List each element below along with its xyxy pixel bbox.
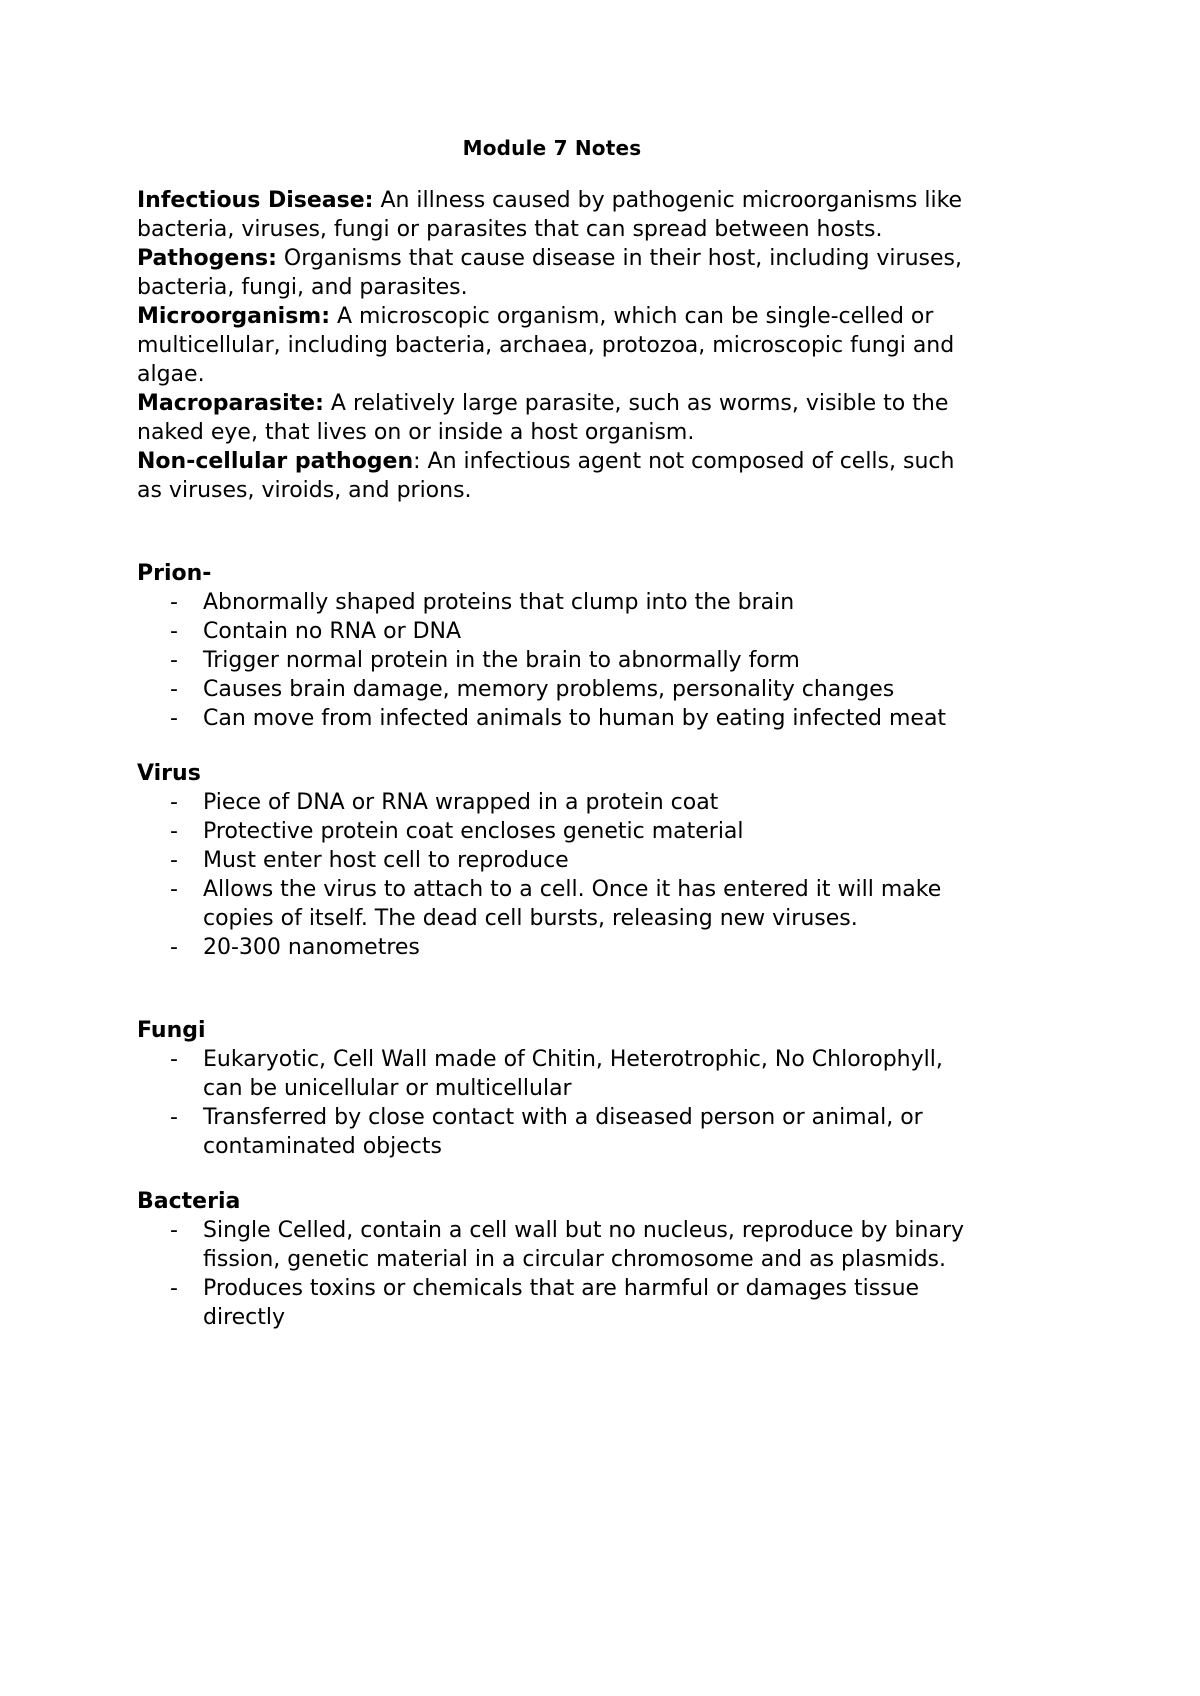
definition-infectious-disease xyxy=(137,186,967,244)
definition-text: An illness caused by pathogenic microorganisms like bacteria, viruses, fungi or parasites that can spread between hosts. xyxy=(137,188,963,242)
definition-term: Pathogens: xyxy=(137,246,277,271)
bullet-list xyxy=(170,1045,967,1161)
list-item: - 20-300 nanometres xyxy=(170,933,967,962)
section-fungi xyxy=(137,1016,967,1161)
definition-term: Infectious Disease: xyxy=(137,188,374,213)
section-virus xyxy=(137,759,967,962)
definition-text: Organisms that cause disease in their host, including viruses, bacteria, fungi, and parasites. xyxy=(137,246,962,300)
page-title: Module 7 Notes xyxy=(462,136,642,160)
list-item: - Contain no RNA or DNA xyxy=(170,617,967,646)
section-prion xyxy=(137,559,967,733)
section-bacteria xyxy=(137,1187,967,1332)
definition-text: : An infectious agent not composed of cells, such as viruses, viroids, and prions. xyxy=(137,449,955,503)
list-item: - Eukaryotic, Cell Wall made of Chitin, Heterotrophic, No Chlorophyll, can be unicellular or multicellular xyxy=(170,1045,967,1103)
section-heading: Fungi xyxy=(137,1018,206,1043)
list-item: - Causes brain damage, memory problems, personality changes xyxy=(170,675,967,704)
bullet-list xyxy=(170,1216,967,1332)
definition-term: Non-cellular pathogen xyxy=(137,449,414,474)
bullet-list xyxy=(170,588,967,733)
definition-pathogens xyxy=(137,244,967,302)
definition-text: A relatively large parasite, such as worms, visible to the naked eye, that lives on or inside a host organism. xyxy=(137,391,949,445)
definition-microorganism xyxy=(137,302,967,389)
bullet-list xyxy=(170,788,967,962)
section-heading: Prion- xyxy=(137,561,212,586)
definition-text: A microscopic organism, which can be single-celled or multicellular, including bacteria, archaea, protozoa, microscopic fungi and algae. xyxy=(137,304,955,387)
list-item: - Trigger normal protein in the brain to abnormally form xyxy=(170,646,967,675)
definition-term: Macroparasite: xyxy=(137,391,324,416)
list-item: - Abnormally shaped proteins that clump into the brain xyxy=(170,588,967,617)
list-item: - Single Celled, contain a cell wall but no nucleus, reproduce by binary fission, genetic material in a circular chromosome and as plasmids. xyxy=(170,1216,967,1274)
section-heading: Virus xyxy=(137,761,201,786)
definitions-block xyxy=(137,186,967,505)
definition-macroparasite xyxy=(137,389,967,447)
list-item: - Can move from infected animals to human by eating infected meat xyxy=(170,704,967,733)
definition-term: Microorganism: xyxy=(137,304,331,329)
definition-non-cellular-pathogen xyxy=(137,447,967,505)
list-item: - Allows the virus to attach to a cell. Once it has entered it will make copies of itself. The dead cell bursts, releasing new viruses. xyxy=(170,875,967,933)
list-item: - Transferred by close contact with a diseased person or animal, or contaminated objects xyxy=(170,1103,967,1161)
section-heading: Bacteria xyxy=(137,1189,241,1214)
list-item: - Protective protein coat encloses genetic material xyxy=(170,817,967,846)
list-item: - Piece of DNA or RNA wrapped in a protein coat xyxy=(170,788,967,817)
list-item: - Produces toxins or chemicals that are harmful or damages tissue directly xyxy=(170,1274,967,1332)
list-item: - Must enter host cell to reproduce xyxy=(170,846,967,875)
